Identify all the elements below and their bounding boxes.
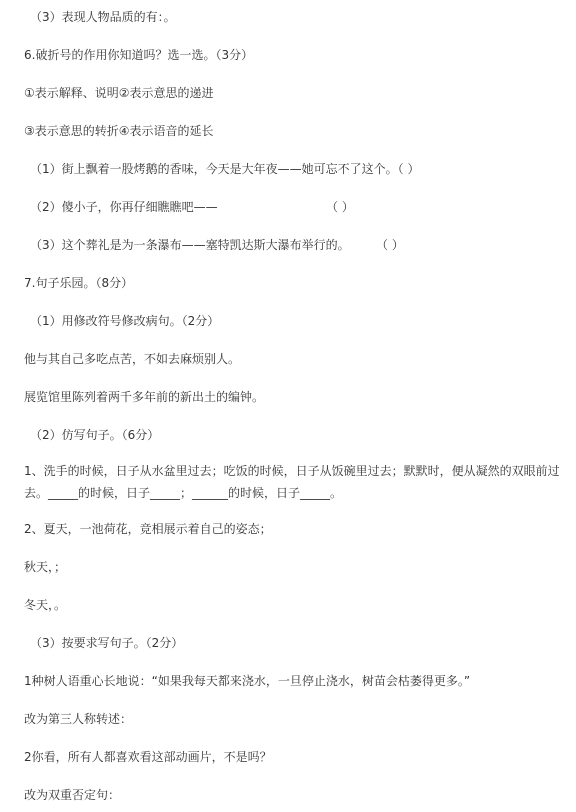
question-6-3 [30,237,572,253]
rewrite-sentence-2: 2你看，所有人都喜欢看这部动画片，不是吗？ [24,750,272,764]
question-7-2-heading: （2）仿写句子。（6分） [30,428,160,442]
question-7-heading: 7.句子乐园。（8分） [24,276,134,290]
imitation-winter: 冬天，。 [24,598,67,612]
question-6-3-answer-paren: （ ） [376,238,404,252]
imitation-autumn: 秋天，； [24,560,67,574]
imitation-sentence-1: 1、洗手的时候，日子从水盆里过去；吃饭的时候，日子从饭碗里过去；默默时，便从凝然的双眼前过去。_____的时候，日子_____；______的时候，日子_____。 [24,464,560,500]
sick-sentence-1: 他与其自己多吃点苦，不如去麻烦别人。 [24,352,241,366]
question-5-3: （3）表现人物品质的有：。 [30,10,176,24]
rewrite-instruction-2: 改为双重否定句： [24,788,121,802]
question-6-2 [30,199,572,215]
question-7-1-heading: （1）用修改符号修改病句。（2分） [30,314,220,328]
question-6-options-1-2: ①表示解释、说明②表示意思的递进 [24,86,214,100]
question-6-2-answer-paren: （ ） [326,200,354,214]
question-6-heading: 6.破折号的作用你知道吗？选一选。（3分） [24,48,254,62]
sick-sentence-2: 展览馆里陈列着两千多年前的新出土的编钟。 [24,390,265,404]
question-6-2-text: （2）傻小子，你再仔细瞧瞧吧—— [30,200,218,214]
question-6-3-text: （3）这个葬礼是为一条瀑布——塞特凯达斯大瀑布举行的。 [30,238,350,252]
rewrite-instruction-1: 改为第三人称转述： [24,712,133,726]
question-6-1: （1）街上飘着一股烤鹅的香味，今天是大年夜——她可忘不了这个。（ ） [30,162,420,176]
question-6-options-3-4: ③表示意思的转折④表示语音的延长 [24,124,214,138]
rewrite-sentence-1: 1种树人语重心长地说：“如果我每天都来浇水，一旦停止浇水，树苗会枯萎得更多。” [24,674,471,688]
question-7-3-heading: （3）按要求写句子。（2分） [30,636,184,650]
imitation-sentence-2: 2、夏天，一池荷花，竞相展示着自己的姿态； [24,522,272,536]
